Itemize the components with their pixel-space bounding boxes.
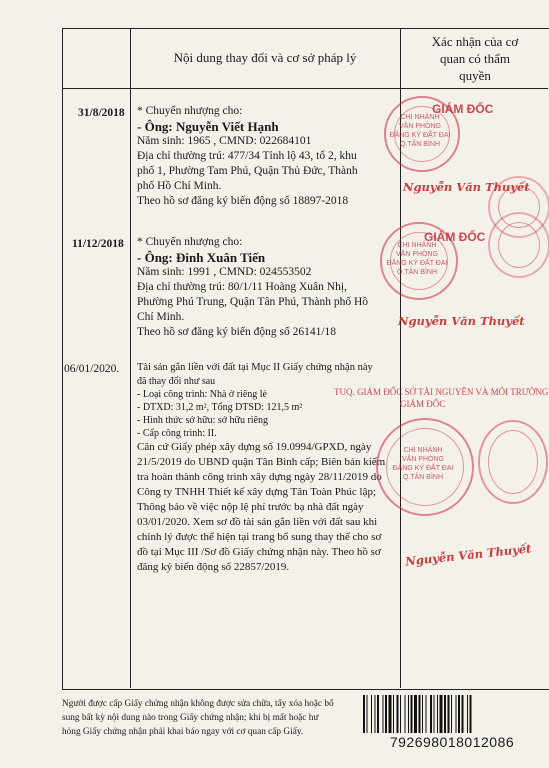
- barcode-number: 792698018012086: [389, 734, 515, 750]
- header-content-column: Nội dung thay đổi và cơ sở pháp lý: [173, 50, 357, 65]
- signer-name: Nguyễn Văn Thuyết: [398, 314, 525, 328]
- seal-text: CHI NHÁNH VĂN PHÒNG ĐĂNG KÝ ĐẤT ĐAI Q.TÂN BÌNH: [389, 114, 451, 148]
- header-divider: [62, 88, 548, 89]
- official-seal: [488, 212, 549, 278]
- entry-date: 06/01/2020.: [64, 363, 120, 375]
- entry-content: * Chuyển nhượng cho: - Ông: Nguyễn Viết Hạnh Năm sinh: 1965 , CMND: 022684101 Địa chỉ thường trú: 477/34 Tỉnh lộ 43, tổ 2, khu phố 1, Phường Tam Phú, Quận Thủ Đức, Thành phố Hồ Chí Minh. Theo hồ sơ đăng ký biến động số 18897-2018: [137, 105, 358, 207]
- certificate-notice: Người được cấp Giấy chứng nhận không được sửa chữa, tẩy xóa hoặc bổ sung bất kỳ nội dung nào trong Giấy chứng nhận; khi bị mất hoặc hư hỏng Giấy chứng nhận phải khai báo ngay với cơ quan cấp Giấy.: [62, 699, 334, 737]
- authorization-title: TUQ. GIÁM ĐỐC SỞ TÀI NGUYÊN VÀ MÔI TRƯỜNG GIÁM ĐỐC: [334, 387, 549, 409]
- signer-name: Nguyễn Văn Thuyết: [403, 180, 530, 194]
- entry-content: Tài sản gắn liền với đất tại Mục II Giấy chứng nhận này đã thay đổi như sau - Loại công trình: Nhà ở riêng lẻ - DTXD: 31,2 m², Tổng DTSD: 121,5 m² - Hình thức sở hữu: sở hữu riêng - Cấp công trình: II. Căn cứ Giấy phép xây dựng số 19.0994/GPXD, ngày 21/5/2019 do UBND quận Tân Bình cấp; Biên bản kiểm tra hoàn thành công trình xây dựng ngày 28/11/2019 do Công ty TNHH Thiết kế xây dựng Tân Toàn Phúc lập; Thông báo về việc nộp lệ phí trước bạ nhà đất ngày 03/01/2020. Xem sơ đồ tài sản gắn liền với đất sau khi chỉnh lý được thể hiện tại trang bổ sung thay thế cho sơ đồ tại Mục III /Sơ đồ Giấy chứng nhận này. Theo hồ sơ đăng ký biến động số 22857/2019.: [137, 362, 386, 573]
- col-divider-date: [130, 28, 131, 688]
- signer-name: Nguyễn Văn Thuyết: [404, 541, 532, 569]
- seal-text: CHI NHÁNH VĂN PHÒNG ĐĂNG KÝ ĐẤT ĐAI Q.TÂN BÌNH: [392, 447, 454, 481]
- entry-date: 11/12/2018: [72, 238, 124, 250]
- director-title: GIÁM ĐỐC: [432, 102, 494, 116]
- director-title: GIÁM ĐỐC: [424, 230, 486, 244]
- header-confirm-column: Xác nhận của cơ quan có thẩm quyền: [431, 34, 519, 83]
- official-seal: [478, 420, 548, 504]
- transferee-name: - Ông: Nguyễn Viết Hạnh: [137, 119, 279, 134]
- seal-text: CHI NHÁNH VĂN PHÒNG ĐĂNG KÝ ĐẤT ĐAI Q.TÂN BÌNH: [386, 242, 448, 276]
- entry-date: 31/8/2018: [78, 107, 125, 119]
- transferee-name: - Ông: Đinh Xuân Tiến: [137, 250, 266, 265]
- entry-content: * Chuyển nhượng cho: - Ông: Đinh Xuân Tiến Năm sinh: 1991 , CMND: 024553502 Địa chỉ thường trú: 80/1/11 Hoàng Xuân Nhị, Phường Phú Trung, Quận Tân Phú, Thành phố Hồ Chí Minh. Theo hồ sơ đăng ký biến động số 26141/18: [137, 236, 369, 338]
- barcode: [363, 695, 541, 733]
